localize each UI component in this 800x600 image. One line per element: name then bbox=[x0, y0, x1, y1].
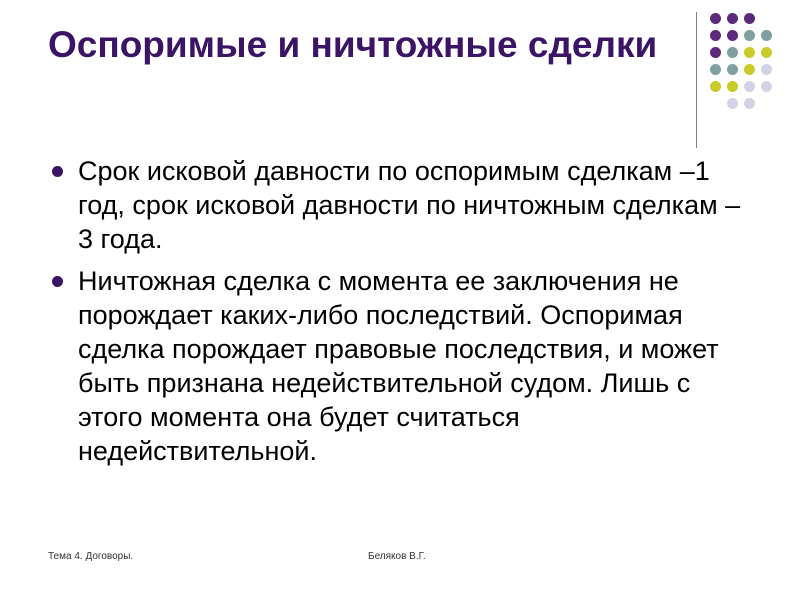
decorative-dot bbox=[744, 98, 755, 109]
decorative-dot bbox=[710, 13, 721, 24]
decorative-dot bbox=[761, 81, 772, 92]
bullet-item bbox=[48, 154, 748, 256]
decorative-dot bbox=[727, 64, 738, 75]
decorative-dot bbox=[744, 30, 755, 41]
footer-author-text: Беляков В.Г. bbox=[368, 551, 426, 562]
decorative-dot bbox=[744, 47, 755, 58]
decorative-divider-line bbox=[696, 12, 697, 148]
decorative-dot bbox=[727, 47, 738, 58]
decorative-dot bbox=[744, 13, 755, 24]
bullet-text: Ничтожная сделка с момента ее заключения не порождает каких-либо последствий. Оспоримая сделка порождает правовые последствия, и может быть признана недействительной судом. Лишь с этого момента она будет считаться недействительной. bbox=[78, 266, 719, 466]
decorative-dot bbox=[744, 81, 755, 92]
bullet-item bbox=[48, 264, 748, 468]
footer-left-text: Тема 4. Договоры. bbox=[48, 551, 134, 562]
decorative-dot bbox=[727, 98, 738, 109]
bullet-list bbox=[48, 154, 748, 476]
decorative-dot bbox=[761, 30, 772, 41]
decorative-dot bbox=[710, 64, 721, 75]
decorative-dot bbox=[744, 64, 755, 75]
bullet-dot-icon bbox=[52, 276, 63, 287]
decorative-dot bbox=[710, 47, 721, 58]
decorative-dot bbox=[727, 81, 738, 92]
decorative-dot bbox=[727, 30, 738, 41]
decorative-dot bbox=[727, 13, 738, 24]
decorative-dot bbox=[710, 81, 721, 92]
decorative-dot bbox=[761, 47, 772, 58]
slide-title: Оспоримые и ничтожные сделки bbox=[48, 24, 658, 65]
decorative-dot bbox=[761, 64, 772, 75]
decorative-dot-grid bbox=[710, 12, 770, 126]
bullet-dot-icon bbox=[52, 166, 63, 177]
decorative-dot bbox=[710, 30, 721, 41]
bullet-text: Срок исковой давности по оспоримым сделкам –1 год, срок исковой давности по ничтожным сделкам – 3 года. bbox=[78, 156, 741, 254]
